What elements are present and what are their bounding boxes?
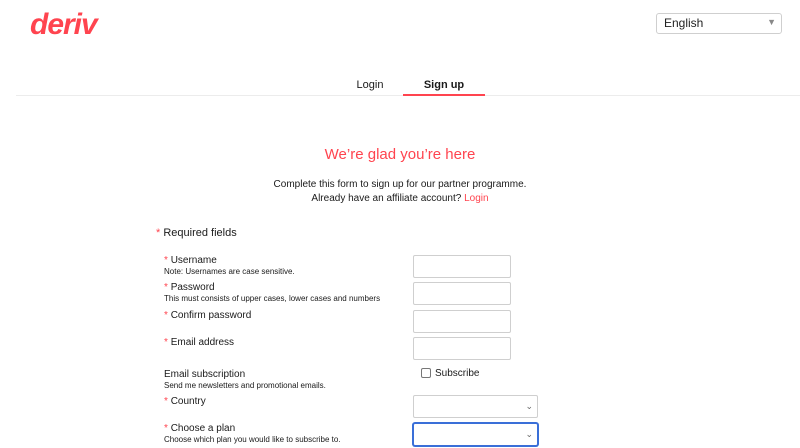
subscribe-checkbox[interactable] (421, 368, 431, 378)
auth-tabs (16, 70, 800, 96)
required-star: * (156, 227, 161, 239)
password-input[interactable] (413, 282, 511, 305)
required-star: * (164, 310, 168, 321)
password-note: This must consists of upper cases, lower cases and numbers (164, 294, 381, 303)
confirm-password-label-text: Confirm password (170, 310, 252, 321)
intro-text: Complete this form to sign up for our partner programme. (273, 179, 527, 190)
password-label (164, 282, 215, 293)
country-select[interactable] (413, 395, 538, 418)
country-label (164, 396, 206, 407)
page-headline: We’re glad you’re here (324, 146, 476, 163)
username-input[interactable] (413, 255, 511, 278)
login-link[interactable]: Login (464, 193, 489, 204)
required-star: * (164, 337, 168, 348)
required-star: * (164, 255, 168, 266)
required-fields-label: Required fields (163, 227, 237, 239)
chevron-down-icon: ⌄ (525, 401, 533, 411)
deriv-logo[interactable] (30, 8, 106, 42)
plan-label-text: Choose a plan (170, 423, 236, 434)
confirm-password-input[interactable] (413, 310, 511, 333)
tab-login[interactable]: Login (356, 79, 384, 91)
active-tab-indicator (403, 94, 485, 96)
country-label-text: Country (170, 396, 206, 407)
username-label-text: Username (170, 255, 217, 266)
email-subscription-note: Send me newsletters and promotional emails. (164, 381, 326, 390)
tab-sign-up[interactable]: Sign up (423, 79, 465, 91)
plan-select[interactable] (413, 423, 538, 446)
email-label (164, 337, 234, 348)
plan-label (164, 423, 235, 434)
email-subscription-label: Email subscription (164, 369, 246, 380)
required-star: * (164, 396, 168, 407)
required-star: * (164, 423, 168, 434)
required-star: * (164, 282, 168, 293)
confirm-password-label (164, 310, 251, 321)
email-input[interactable] (413, 337, 511, 360)
email-label-text: Email address (170, 337, 235, 348)
chevron-down-icon: ⌄ (525, 429, 533, 439)
chevron-down-icon: ▼ (767, 17, 776, 27)
language-value: English (664, 16, 704, 30)
username-label (164, 255, 217, 266)
subscribe-checkbox-label[interactable]: Subscribe (435, 368, 480, 379)
password-label-text: Password (170, 282, 215, 293)
username-note: Note: Usernames are case sensitive. (164, 267, 295, 276)
plan-note: Choose which plan you would like to subscribe to. (164, 435, 341, 444)
required-fields-note (156, 227, 237, 239)
intro-login-text: Already have an affiliate account? (311, 193, 462, 204)
intro-login-line (0, 193, 800, 204)
language-select[interactable] (656, 13, 782, 34)
logo-text: deriv (30, 8, 97, 41)
